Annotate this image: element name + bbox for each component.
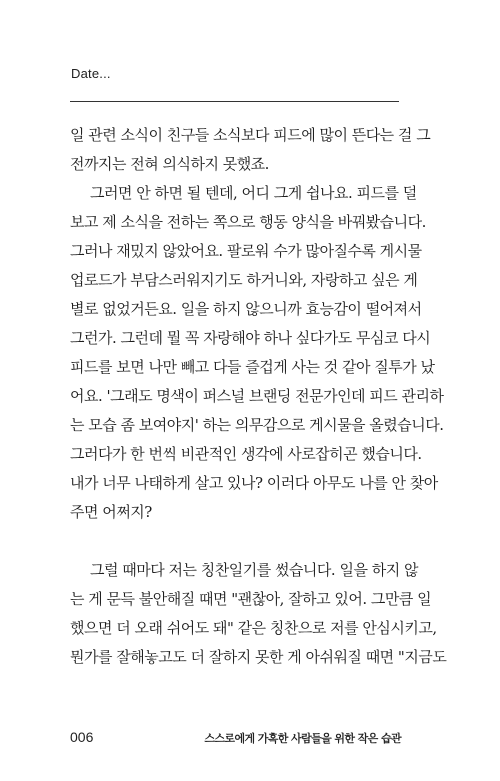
paragraph-line: 어요. '그래도 명색이 퍼스널 브랜딩 전문가인데 피드 관리하 — [70, 387, 444, 405]
page-number: 006 — [70, 729, 94, 745]
paragraph-line: 피드를 보면 나만 빼고 다들 즐겁게 사는 것 같아 질투가 났 — [70, 358, 435, 376]
body-text — [70, 121, 447, 672]
paragraph-line: 주면 어쩌지? — [70, 503, 152, 521]
paragraph-line: 전까지는 전혀 의식하지 못했죠. — [70, 155, 269, 173]
date-label: Date... — [71, 66, 111, 81]
paragraph-line: 뭔가를 잘해놓고도 더 잘하지 못한 게 아쉬워질 때면 "지금도 — [70, 648, 447, 666]
paragraph-line: 그러다가 한 번씩 비관적인 생각에 사로잡히곤 했습니다. — [70, 445, 422, 463]
date-underline — [70, 101, 399, 102]
paragraph-line: 업로드가 부담스러워지기도 하거니와, 자랑하고 싶은 게 — [70, 271, 418, 289]
paragraph-line: 그러나 재밌지 않았어요. 팔로워 수가 많아질수록 게시물 — [70, 242, 422, 260]
paragraph-line: 는 모습 좀 보여야지' 하는 의무감으로 게시물을 올렸습니다. — [70, 416, 444, 434]
paragraph-line: 는 게 문득 불안해질 때면 "괜찮아, 잘하고 있어. 그만큼 일 — [70, 590, 432, 608]
running-title: 스스로에게 가혹한 사람들을 위한 작은 습관 — [204, 732, 401, 745]
paragraph-line: 그런가. 그런데 뭘 꼭 자랑해야 하나 싶다가도 무심코 다시 — [70, 329, 431, 347]
paragraph-break — [70, 527, 402, 556]
paragraph-line: 그럴 때마다 저는 칭찬일기를 썼습니다. 일을 하지 않 — [90, 561, 418, 579]
paragraph-line: 했으면 더 오래 쉬어도 돼" 같은 칭찬으로 저를 안심시키고, — [70, 619, 437, 637]
paragraph-line: 일 관련 소식이 친구들 소식보다 피드에 많이 뜬다는 걸 그 — [70, 126, 431, 144]
paragraph-line: 내가 너무 나태하게 살고 있나? 이러다 아무도 나를 안 찾아 — [70, 474, 438, 492]
paragraph-line: 별로 없었거든요. 일을 하지 않으니까 효능감이 떨어져서 — [70, 300, 422, 318]
paragraph-line: 보고 제 소식을 전하는 쪽으로 행동 양식을 바꿔봤습니다. — [70, 213, 426, 231]
paragraph-line: 그러면 안 하면 될 텐데, 어디 그게 쉽나요. 피드를 덜 — [90, 184, 417, 202]
